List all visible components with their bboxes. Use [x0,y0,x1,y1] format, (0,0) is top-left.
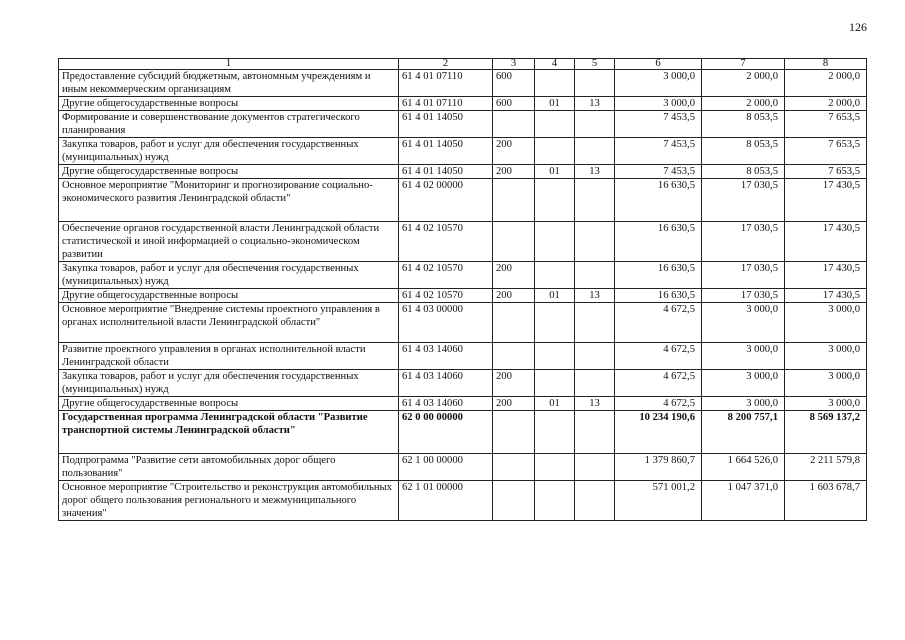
row-subsection [575,111,615,138]
row-target-code: 62 1 01 00000 [399,481,493,521]
column-header: 3 [493,59,535,70]
table-row [59,165,867,179]
table-row [59,343,867,370]
row-amount-col8: 7 653,5 [785,111,867,138]
row-expense-type: 200 [493,289,535,303]
row-expense-type [493,111,535,138]
row-description: Государственная программа Ленинградской области "Развитие транспортной системы Ленинградской области" [59,411,399,454]
row-amount-col6: 7 453,5 [615,165,702,179]
row-amount-col8: 1 603 678,7 [785,481,867,521]
page-number: 126 [849,20,867,34]
table-body [59,70,867,521]
row-amount-col6: 10 234 190,6 [615,411,702,454]
row-section [535,343,575,370]
row-amount-col8: 2 211 579,8 [785,454,867,481]
row-amount-col7: 8 053,5 [702,111,785,138]
row-section [535,454,575,481]
row-amount-col7: 17 030,5 [702,179,785,222]
row-amount-col6: 3 000,0 [615,70,702,97]
row-amount-col6: 571 001,2 [615,481,702,521]
row-amount-col7: 3 000,0 [702,370,785,397]
row-expense-type: 200 [493,138,535,165]
header-row [59,59,867,70]
table-row [59,138,867,165]
table-row [59,397,867,411]
table-row [59,370,867,397]
row-section [535,111,575,138]
column-header: 7 [702,59,785,70]
row-expense-type [493,179,535,222]
row-expense-type [493,454,535,481]
row-subsection: 13 [575,397,615,411]
row-amount-col6: 16 630,5 [615,222,702,262]
row-target-code: 61 4 03 14060 [399,397,493,411]
row-amount-col6: 7 453,5 [615,138,702,165]
row-subsection [575,343,615,370]
row-amount-col8: 3 000,0 [785,343,867,370]
row-expense-type: 200 [493,370,535,397]
row-amount-col6: 4 672,5 [615,397,702,411]
row-target-code: 61 4 03 00000 [399,303,493,343]
row-amount-col6: 7 453,5 [615,111,702,138]
row-amount-col7: 8 200 757,1 [702,411,785,454]
row-amount-col6: 3 000,0 [615,97,702,111]
row-expense-type [493,411,535,454]
table-row [59,262,867,289]
row-amount-col6: 16 630,5 [615,179,702,222]
row-section [535,138,575,165]
row-target-code: 61 4 01 07110 [399,70,493,97]
row-target-code: 62 0 00 00000 [399,411,493,454]
row-expense-type: 600 [493,97,535,111]
column-header: 8 [785,59,867,70]
row-expense-type: 200 [493,165,535,179]
row-amount-col6: 4 672,5 [615,343,702,370]
row-expense-type: 600 [493,70,535,97]
row-description: Основное мероприятие "Строительство и реконструкция автомобильных дорог общего пользования регионального и межмуниципального значения" [59,481,399,521]
row-target-code: 61 4 02 10570 [399,262,493,289]
table-row [59,179,867,222]
row-description: Другие общегосударственные вопросы [59,165,399,179]
row-subsection [575,481,615,521]
row-description: Закупка товаров, работ и услуг для обеспечения государственных (муниципальных) нужд [59,138,399,165]
budget-table [58,58,867,521]
row-description: Закупка товаров, работ и услуг для обеспечения государственных (муниципальных) нужд [59,262,399,289]
row-amount-col6: 1 379 860,7 [615,454,702,481]
column-header: 1 [59,59,399,70]
row-target-code: 61 4 01 07110 [399,97,493,111]
row-description: Основное мероприятие "Внедрение системы проектного управления в органах исполнительной власти Ленинградской области" [59,303,399,343]
table-row [59,222,867,262]
row-target-code: 61 4 03 14060 [399,370,493,397]
table-row [59,289,867,303]
row-amount-col8: 8 569 137,2 [785,411,867,454]
row-section [535,179,575,222]
row-amount-col6: 4 672,5 [615,370,702,397]
row-target-code: 61 4 03 14060 [399,343,493,370]
row-section [535,411,575,454]
row-amount-col6: 16 630,5 [615,289,702,303]
row-subsection [575,138,615,165]
row-amount-col8: 17 430,5 [785,262,867,289]
row-section [535,370,575,397]
row-subsection [575,454,615,481]
row-amount-col7: 1 047 371,0 [702,481,785,521]
row-amount-col7: 17 030,5 [702,262,785,289]
row-amount-col7: 3 000,0 [702,397,785,411]
row-subsection [575,179,615,222]
row-amount-col7: 2 000,0 [702,97,785,111]
row-description: Основное мероприятие "Мониторинг и прогнозирование социально-экономического развития Ленинградской области" [59,179,399,222]
row-subsection [575,262,615,289]
row-section [535,303,575,343]
row-description: Подпрограмма "Развитие сети автомобильных дорог общего пользования" [59,454,399,481]
row-subsection [575,222,615,262]
row-amount-col7: 17 030,5 [702,222,785,262]
row-subsection: 13 [575,289,615,303]
row-description: Другие общегосударственные вопросы [59,289,399,303]
row-description: Другие общегосударственные вопросы [59,397,399,411]
table-row [59,70,867,97]
row-amount-col8: 17 430,5 [785,289,867,303]
row-amount-col8: 2 000,0 [785,70,867,97]
row-amount-col7: 8 053,5 [702,138,785,165]
table-row [59,303,867,343]
row-amount-col7: 1 664 526,0 [702,454,785,481]
row-section [535,481,575,521]
row-subsection [575,370,615,397]
column-header: 2 [399,59,493,70]
row-section: 01 [535,97,575,111]
table-row [59,481,867,521]
column-header: 5 [575,59,615,70]
row-subsection [575,70,615,97]
row-amount-col8: 7 653,5 [785,165,867,179]
row-expense-type: 200 [493,397,535,411]
row-amount-col8: 17 430,5 [785,179,867,222]
row-amount-col7: 2 000,0 [702,70,785,97]
row-amount-col8: 3 000,0 [785,303,867,343]
table-row [59,111,867,138]
row-expense-type [493,343,535,370]
row-subsection: 13 [575,165,615,179]
row-description: Развитие проектного управления в органах исполнительной власти Ленинградской области [59,343,399,370]
row-subsection: 13 [575,97,615,111]
row-expense-type [493,303,535,343]
row-section [535,262,575,289]
table-row [59,454,867,481]
row-subsection [575,303,615,343]
row-section: 01 [535,397,575,411]
row-description: Закупка товаров, работ и услуг для обеспечения государственных (муниципальных) нужд [59,370,399,397]
row-target-code: 61 4 01 14050 [399,165,493,179]
row-expense-type [493,481,535,521]
table-row [59,411,867,454]
row-amount-col6: 16 630,5 [615,262,702,289]
row-amount-col6: 4 672,5 [615,303,702,343]
row-amount-col8: 3 000,0 [785,397,867,411]
row-amount-col7: 17 030,5 [702,289,785,303]
row-description: Предоставление субсидий бюджетным, автономным учреждениям и иным некоммерческим организациям [59,70,399,97]
row-section [535,222,575,262]
row-target-code: 61 4 02 10570 [399,289,493,303]
row-description: Обеспечение органов государственной власти Ленинградской области статистической и иной информацией о социально-экономическом развитии [59,222,399,262]
row-amount-col8: 17 430,5 [785,222,867,262]
row-subsection [575,411,615,454]
row-target-code: 61 4 01 14050 [399,138,493,165]
row-target-code: 61 4 02 10570 [399,222,493,262]
table-row [59,97,867,111]
row-description: Формирование и совершенствование документов стратегического планирования [59,111,399,138]
row-amount-col7: 8 053,5 [702,165,785,179]
row-section [535,70,575,97]
row-section: 01 [535,165,575,179]
row-amount-col8: 2 000,0 [785,97,867,111]
row-target-code: 62 1 00 00000 [399,454,493,481]
column-header: 6 [615,59,702,70]
row-section: 01 [535,289,575,303]
row-expense-type: 200 [493,262,535,289]
row-description: Другие общегосударственные вопросы [59,97,399,111]
row-target-code: 61 4 02 00000 [399,179,493,222]
row-amount-col8: 7 653,5 [785,138,867,165]
column-header: 4 [535,59,575,70]
row-amount-col8: 3 000,0 [785,370,867,397]
row-amount-col7: 3 000,0 [702,343,785,370]
row-amount-col7: 3 000,0 [702,303,785,343]
row-expense-type [493,222,535,262]
row-target-code: 61 4 01 14050 [399,111,493,138]
